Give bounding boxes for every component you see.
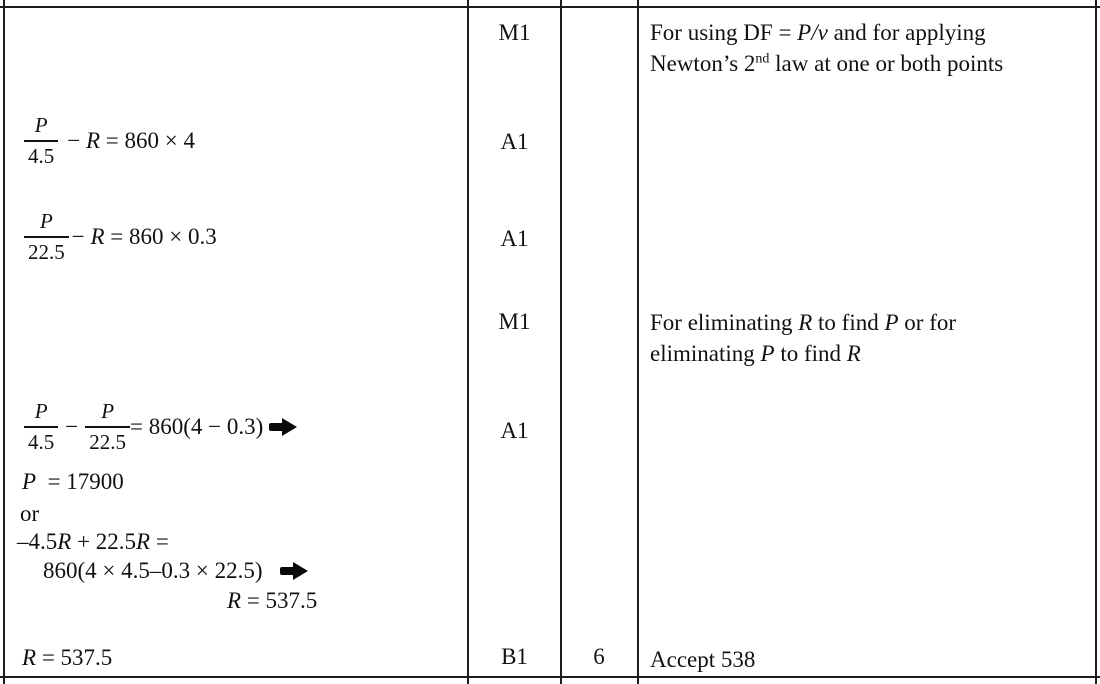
comment-accept-538: Accept 538: [650, 647, 756, 672]
variable-p: P: [22, 469, 37, 494]
fraction-denominator: 22.5: [24, 236, 69, 263]
fraction-denominator: 4.5: [24, 140, 58, 167]
working-line-or: or: [20, 501, 40, 526]
comment-text: Newton’s 2: [650, 51, 756, 76]
comment-text: law at one or both points: [769, 51, 1004, 76]
fraction-p-over-22-5: [24, 211, 69, 263]
comment-newtons-law: [650, 17, 1088, 79]
working-line-r-intermediate: R = 537.5: [227, 588, 318, 613]
variable-r: R: [57, 529, 72, 554]
table-border-bottom: [0, 676, 1100, 678]
variable-r: R: [846, 341, 861, 366]
equation-text: − R = 860 × 4: [67, 128, 195, 153]
comment-text: to find: [774, 341, 847, 366]
table-border-right: [1095, 0, 1097, 684]
table-border-left: [3, 0, 5, 684]
working-line-p-result: P = 17900: [22, 469, 124, 494]
equation-text: − R = 860 × 0.3: [71, 224, 217, 249]
fraction-denominator: 4.5: [24, 426, 58, 453]
total-marks: 6: [593, 644, 605, 669]
comment-text: or for: [898, 310, 957, 335]
variable-p: P: [884, 310, 899, 335]
mark-m1-row1: M1: [498, 20, 531, 45]
fraction-denominator: 22.5: [85, 426, 130, 453]
equation-1: [24, 110, 195, 172]
comment-text: eliminating: [650, 341, 761, 366]
minus-sign: −: [65, 414, 79, 439]
fraction-numerator: P: [101, 399, 115, 423]
comment-text: For eliminating: [650, 310, 799, 335]
right-arrow-icon: [269, 418, 299, 436]
variable-r: R: [85, 128, 101, 153]
right-arrow-icon: [280, 562, 310, 580]
equation-text: = 860(4 − 0.3): [129, 414, 269, 439]
mark-a1-row5: A1: [500, 418, 529, 443]
comment-text: For using DF =: [650, 20, 798, 45]
variable-r: R: [227, 588, 242, 613]
final-answer-r: R = 537.5: [22, 645, 113, 670]
column-divider-comments: [637, 0, 639, 684]
table-border-top: [0, 6, 1100, 8]
variable-r: R: [22, 645, 37, 670]
comment-text: to find: [812, 310, 885, 335]
variable-r: R: [798, 310, 813, 335]
fraction-numerator: P: [34, 399, 48, 423]
fraction-numerator: P: [39, 209, 53, 233]
working-line-860-expansion: 860(4 × 4.5–0.3 × 22.5): [43, 555, 310, 586]
mark-m1-row4: M1: [498, 309, 531, 334]
fraction-p-over-4-5: [24, 115, 58, 167]
ordinal-suffix: nd: [755, 51, 770, 67]
column-divider-marks: [467, 0, 469, 684]
mark-a1-row3: A1: [500, 226, 529, 251]
mark-b1-row6: B1: [501, 644, 528, 669]
equation-3: [24, 394, 299, 460]
variable-r: R: [136, 529, 151, 554]
fraction-p-over-22-5: [85, 401, 130, 453]
variable-pv: P/v: [797, 20, 828, 45]
equation-2: [24, 206, 217, 268]
fraction-numerator: P: [34, 113, 48, 137]
mark-a1-row2: A1: [500, 129, 529, 154]
fraction-p-over-4-5: [24, 401, 58, 453]
variable-p: P: [760, 341, 775, 366]
variable-r: R: [90, 224, 105, 249]
working-line-combined: –4.5R + 22.5R =: [17, 529, 169, 554]
comment-text: and for applying: [827, 20, 986, 45]
comment-eliminating: [650, 307, 1088, 369]
column-divider-total: [560, 0, 562, 684]
